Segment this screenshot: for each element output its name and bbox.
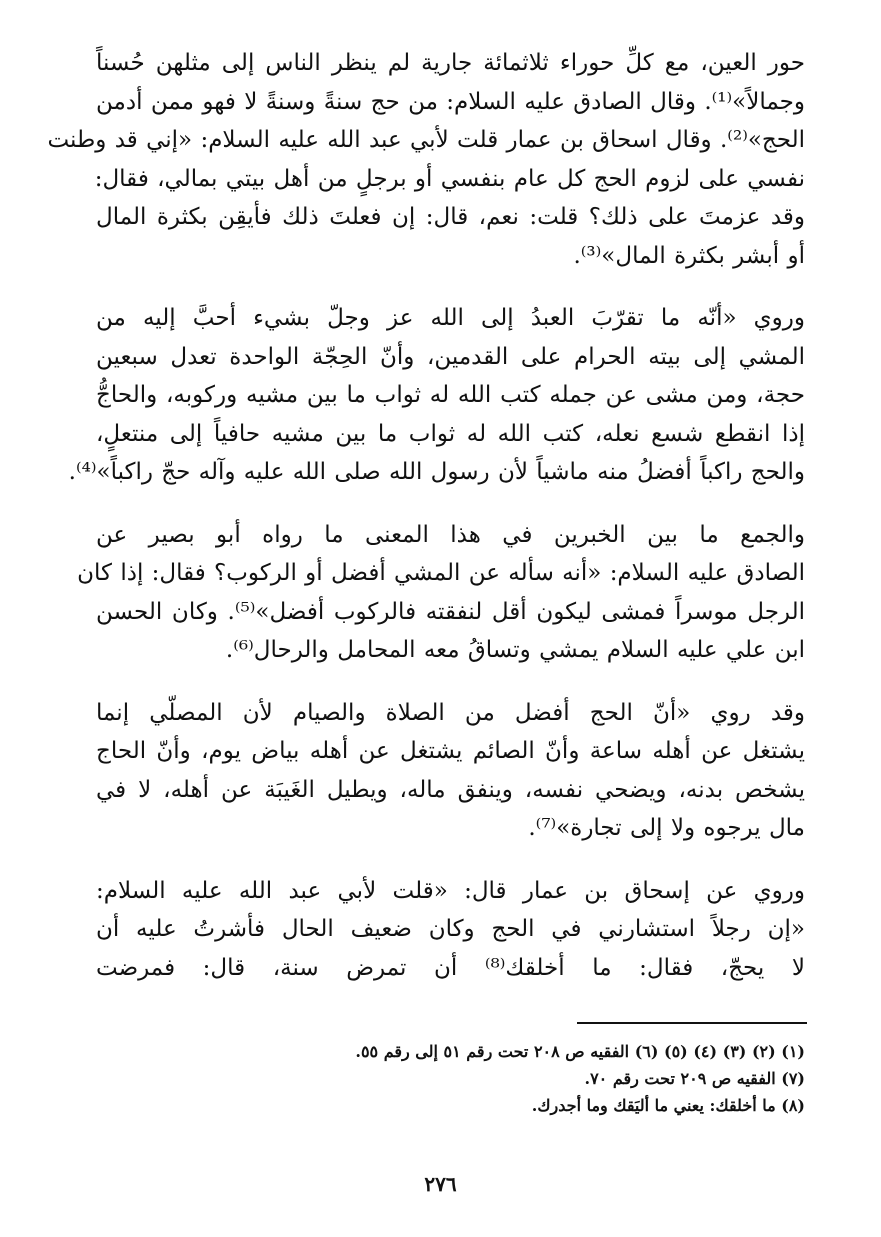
text-line: لا يحجّ، فقال: ما أخلقك⁽⁸⁾ أن تمرض سنة، قال: فمرضت — [96, 954, 805, 981]
text-line: وجمالاً»⁽¹⁾. وقال الصادق عليه السلام: من حج سنةً وسنةً لا فهو ممن أدمن — [96, 88, 805, 115]
page-number: ٢٧٦ — [424, 1172, 457, 1196]
text-line: الصادق عليه السلام: «أنه سأله عن المشي أفضل أو الركوب؟ فقال: إذا كان — [77, 560, 805, 586]
footnotes — [96, 1038, 805, 1119]
footnote: (٧) الفقيه ص ٢٠٩ تحت رقم ٧٠. — [584, 1069, 805, 1088]
text-line: حجة، ومن مشى عن جمله كتب الله له ثواب ما بين مشيه وركوبه، والحاجُّ — [96, 382, 805, 408]
text-line: أو أبشر بكثرة المال»⁽³⁾. — [573, 242, 805, 269]
text-line: الحج»⁽²⁾. وقال اسحاق بن عمار قلت لأبي عبد الله عليه السلام: «إني قد وطنت — [47, 127, 805, 153]
paragraph-2 — [68, 299, 805, 492]
text-line: الرجل موسراً فمشى ليكون أقل لنفقته فالركوب أفضل»⁽⁵⁾. وكان الحسن — [96, 598, 805, 625]
text-line: «إن رجلاً استشارني في الحج وكان ضعيف الحال فأشرتُ عليه أن — [96, 916, 805, 942]
footnote: (٨) ما أخلقك: يعني ما أليَقك وما أجدرك. — [531, 1096, 805, 1115]
text-line: يشخص بدنه، ويضحي نفسه، وينفق ماله، ويطيل الغَيبَة عن أهله، لا في — [96, 776, 805, 803]
paragraph-1 — [47, 44, 805, 275]
text-line: وروي عن إسحاق بن عمار قال: «قلت لأبي عبد الله عليه السلام: — [96, 877, 805, 904]
text-line: والجمع ما بين الخبرين في هذا المعنى ما رواه أبو بصير عن — [96, 521, 805, 548]
text-line: نفسي على لزوم الحج كل عام بنفسي أو برجلٍ من أهل بيتي بمالي، فقال: — [94, 165, 805, 192]
text-line: والحج راكباً أفضلُ منه ماشياً لأن رسول الله صلى الله عليه وآله حجّ راكباً»⁽⁴⁾. — [68, 459, 805, 485]
paragraph-4 — [96, 694, 805, 848]
footnote-divider — [577, 1022, 807, 1024]
text-line: وروي «أنّه ما تقرّبَ العبدُ إلى الله عز وجلّ بشيء أحبَّ إليه من — [96, 305, 805, 331]
paragraph-3 — [77, 516, 805, 670]
text-line: يشتغل عن أهله ساعة وأنّ الصائم يشتغل عن أهله بياض يوم، وأنّ الحاج — [96, 738, 805, 764]
text-line: ابن علي عليه السلام يمشي وتساقُ معه المحامل والرحال⁽⁶⁾. — [225, 637, 805, 663]
text-line: وقد عزمتَ على ذلك؟ قلت: نعم، قال: إن فعلتَ ذلك فأيقِن بكثرة المال — [96, 204, 805, 230]
text-line: مال يرجوه ولا إلى تجارة»⁽⁷⁾. — [528, 815, 805, 841]
text-line: وقد روي «أنّ الحج أفضل من الصلاة والصيام لأن المصلّي إنما — [96, 699, 805, 726]
text-line: إذا انقطع شسع نعله، كتب الله له ثواب ما بين مشيه حافياً إلى منتعلٍ، — [96, 420, 805, 447]
paragraph-5 — [96, 872, 805, 988]
text-line: حور العين، مع كلِّ حوراء ثلاثمائة جارية لم ينظر الناس إلى مثلهن حُسناً — [96, 50, 805, 76]
text-line: المشي إلى بيته الحرام على القدمين، وأنّ الحِجّة الواحدة تعدل سبعين — [96, 343, 805, 370]
footnote: (١) (٢) (٣) (٤) (٥) (٦) الفقيه ص ٢٠٨ تحت رقم ٥١ إلى رقم ٥٥. — [355, 1042, 805, 1061]
